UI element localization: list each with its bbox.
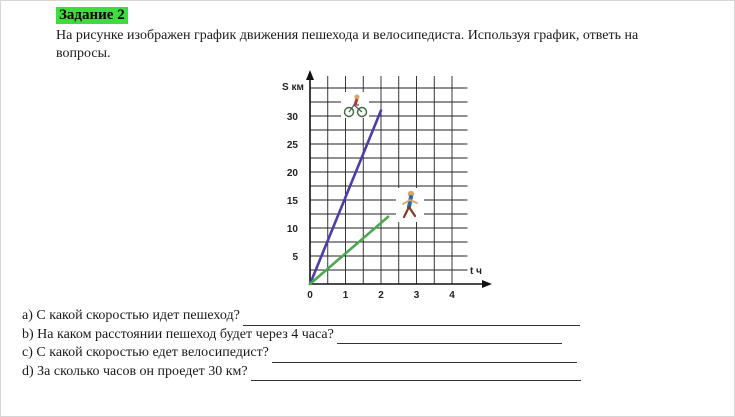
x-tick-label: 0: [307, 290, 313, 301]
y-tick-label: 25: [286, 140, 298, 151]
question-b: [22, 326, 581, 345]
y-tick-label: 10: [286, 224, 298, 235]
series-line: [310, 217, 388, 284]
x-tick-label: 4: [449, 290, 455, 301]
question-text: С какой скоростью идет пешеход?: [36, 308, 240, 323]
chart-grid: [310, 76, 468, 284]
y-axis-arrow: [306, 70, 314, 80]
question-d: [22, 363, 581, 382]
question-text: С какой скоростью едет велосипедист?: [36, 345, 269, 360]
y-axis-label: S км: [282, 82, 304, 93]
task-title: Задание 2: [56, 7, 128, 24]
answer-line[interactable]: [272, 350, 577, 363]
x-axis-label: t ч: [470, 266, 482, 277]
task-intro: На рисунке изображен график движения пешехода и велосипедиста. Используя график, ответь на вопросы.: [56, 28, 639, 61]
question-label: d): [22, 363, 34, 379]
y-tick-label: 20: [286, 168, 298, 179]
y-tick-label: 5: [292, 252, 298, 263]
answer-line[interactable]: [243, 313, 580, 326]
y-tick-label: 30: [286, 112, 298, 123]
x-axis-arrow: [482, 280, 492, 288]
question-label: c): [22, 345, 33, 360]
question-c: [22, 344, 581, 363]
pedestrian-icon: [396, 188, 424, 222]
cyclist-icon: [341, 92, 369, 118]
question-text: На каком расстоянии пешеход будет через 4 часа?: [37, 326, 334, 342]
x-tick-label: 2: [378, 290, 384, 301]
chart-series: [310, 110, 388, 284]
question-label: b): [22, 326, 34, 342]
answer-line[interactable]: [337, 331, 562, 344]
y-tick-label: 15: [286, 196, 298, 207]
question-a: [22, 307, 581, 326]
x-tick-label: 3: [413, 290, 420, 301]
question-text: За сколько часов он проедет 30 км?: [37, 363, 248, 379]
x-tick-label: 1: [342, 290, 349, 301]
chart-icons: [341, 92, 424, 222]
answer-line[interactable]: [251, 368, 581, 381]
question-label: a): [22, 308, 33, 323]
question-list: [22, 307, 581, 381]
